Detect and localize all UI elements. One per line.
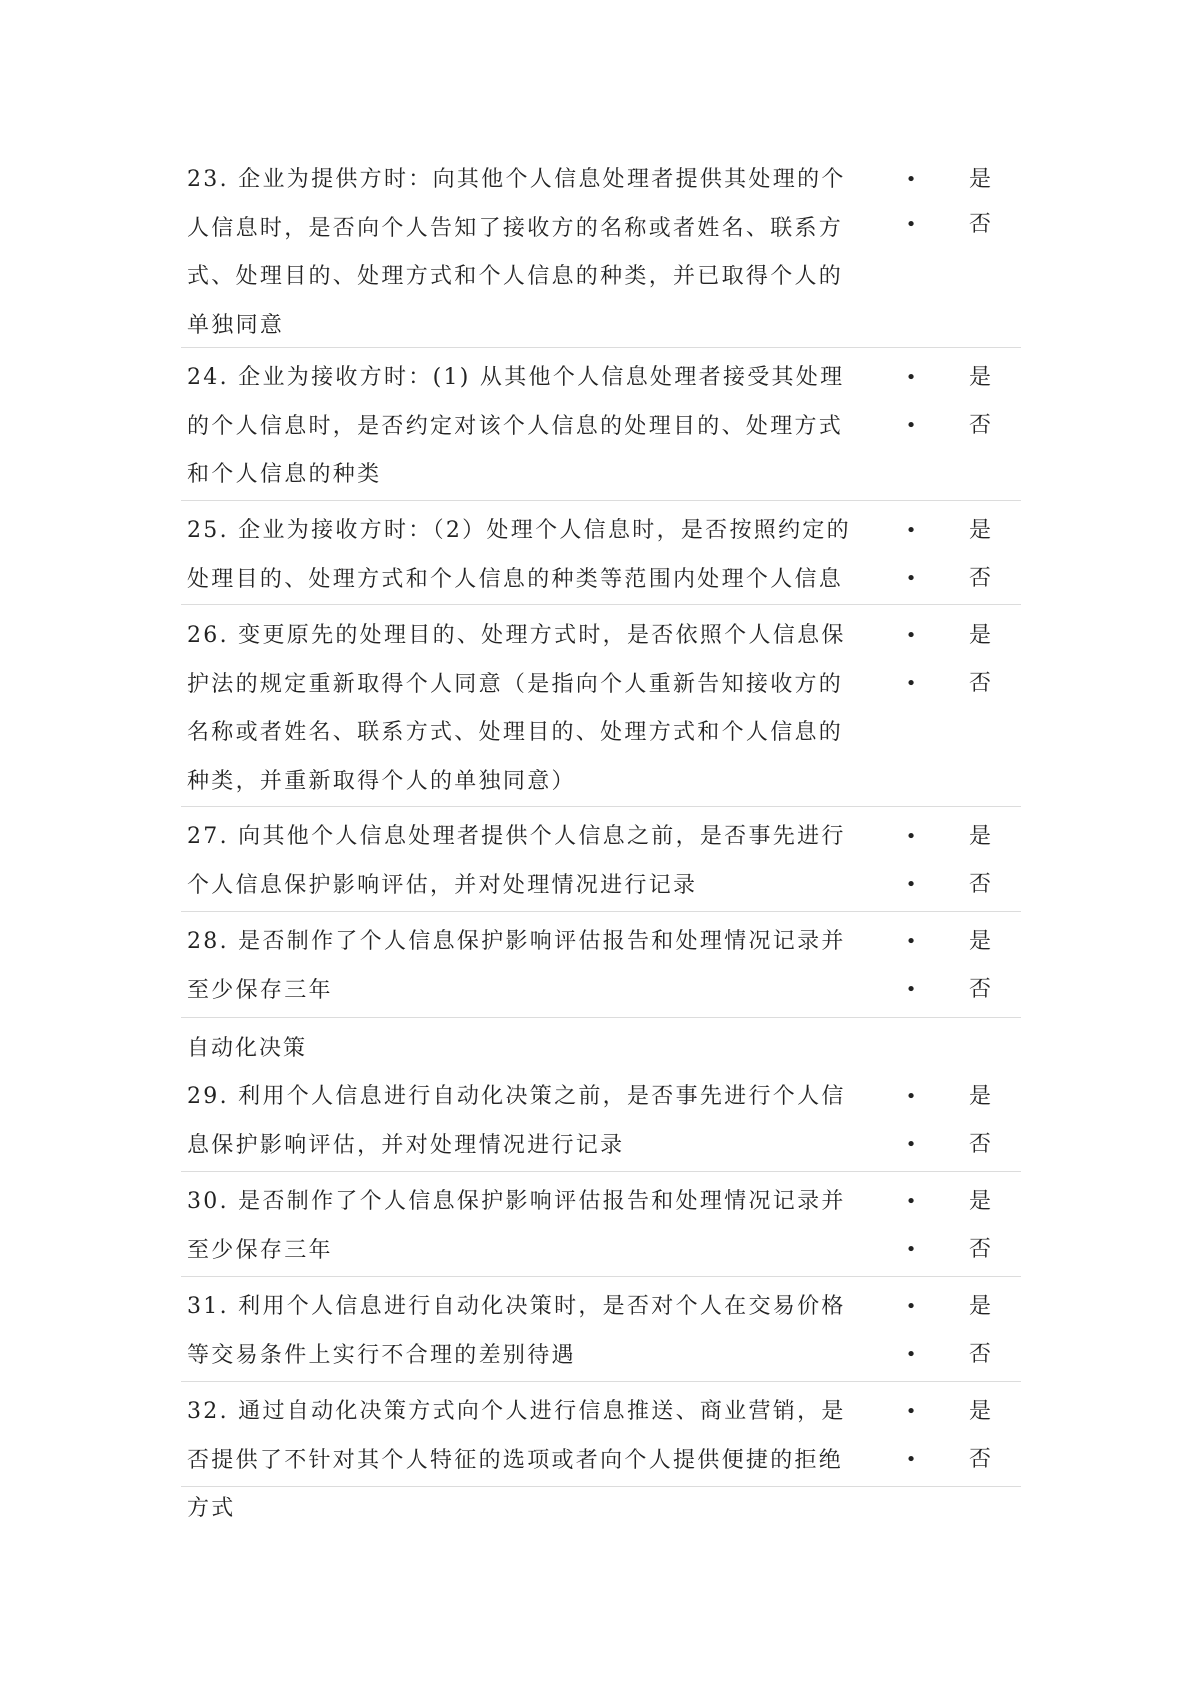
question-text: 28. 是否制作了个人信息保护影响评估报告和处理情况记录并至少保存三年 xyxy=(187,929,846,1003)
option-yes[interactable] xyxy=(901,927,1021,957)
option-no-label: 否 xyxy=(969,1237,992,1262)
bullet-icon: • xyxy=(905,520,917,541)
bullet-icon: • xyxy=(905,931,917,952)
bullet-icon: • xyxy=(905,1191,917,1212)
option-no[interactable] xyxy=(901,975,1021,1005)
option-no[interactable] xyxy=(901,870,1021,900)
bullet-icon: • xyxy=(905,1134,917,1155)
option-yes[interactable] xyxy=(901,1082,1021,1112)
option-no[interactable] xyxy=(901,1130,1021,1160)
option-no[interactable] xyxy=(901,1340,1021,1370)
option-yes[interactable] xyxy=(901,516,1021,546)
option-yes[interactable] xyxy=(901,165,1021,195)
bullet-icon: • xyxy=(905,1401,917,1422)
divider xyxy=(181,1276,1021,1277)
question-text: 27. 向其他个人信息处理者提供个人信息之前，是否事先进行个人信息保护影响评估，并对处理情况进行记录 xyxy=(187,824,846,898)
option-yes-label: 是 xyxy=(969,518,992,543)
bullet-icon: • xyxy=(905,625,917,646)
option-no-label: 否 xyxy=(969,566,992,591)
option-yes[interactable] xyxy=(901,1292,1021,1322)
option-no[interactable] xyxy=(901,564,1021,594)
option-no[interactable] xyxy=(901,1235,1021,1265)
option-yes[interactable] xyxy=(901,1187,1021,1217)
divider xyxy=(181,1381,1021,1382)
question-text: 29. 利用个人信息进行自动化决策之前，是否事先进行个人信息保护影响评估，并对处理情况进行记录 xyxy=(187,1084,846,1158)
bullet-icon: • xyxy=(905,874,917,895)
question-text: 24. 企业为接收方时：(1) 从其他个人信息处理者接受其处理的个人信息时，是否约定对该个人信息的处理目的、处理方式和个人信息的种类 xyxy=(187,365,845,487)
option-yes[interactable] xyxy=(901,363,1021,393)
option-no[interactable] xyxy=(901,411,1021,441)
option-no[interactable] xyxy=(901,669,1021,699)
option-no-label: 否 xyxy=(969,872,992,897)
question-text: 31. 利用个人信息进行自动化决策时，是否对个人在交易价格等交易条件上实行不合理的差别待遇 xyxy=(187,1294,846,1368)
bullet-icon: • xyxy=(905,367,917,388)
option-no[interactable] xyxy=(901,1445,1021,1475)
bullet-icon: • xyxy=(905,1344,917,1365)
question-text: 32. 通过自动化决策方式向个人进行信息推送、商业营销，是否提供了不针对其个人特征的选项或者向个人提供便捷的拒绝方式 xyxy=(187,1399,846,1521)
divider xyxy=(181,806,1021,807)
bullet-icon: • xyxy=(905,979,917,1000)
option-no-label: 否 xyxy=(969,212,992,237)
option-no-label: 否 xyxy=(969,1447,992,1472)
divider xyxy=(181,500,1021,501)
bullet-icon: • xyxy=(905,673,917,694)
bullet-icon: • xyxy=(905,1296,917,1317)
bullet-icon: • xyxy=(905,1239,917,1260)
option-yes-label: 是 xyxy=(969,365,992,390)
bullet-icon: • xyxy=(905,1086,917,1107)
divider xyxy=(181,1486,1021,1487)
option-yes-label: 是 xyxy=(969,623,992,648)
option-no-label: 否 xyxy=(969,1342,992,1367)
option-no-label: 否 xyxy=(969,977,992,1002)
option-no[interactable] xyxy=(901,210,1021,240)
section-heading: 自动化决策 xyxy=(187,1036,308,1061)
option-no-label: 否 xyxy=(969,671,992,696)
question-text: 26. 变更原先的处理目的、处理方式时，是否依照个人信息保护法的规定重新取得个人同意（是指向个人重新告知接收方的名称或者姓名、联系方式、处理目的、处理方式和个人信息的种类，并重新取得个人的单独同意） xyxy=(187,623,846,794)
divider xyxy=(181,1017,1021,1018)
option-yes-label: 是 xyxy=(969,824,992,849)
option-yes-label: 是 xyxy=(969,929,992,954)
divider xyxy=(181,604,1021,605)
option-yes[interactable] xyxy=(901,822,1021,852)
bullet-icon: • xyxy=(905,826,917,847)
bullet-icon: • xyxy=(905,1449,917,1470)
question-text: 23. 企业为提供方时：向其他个人信息处理者提供其处理的个人信息时，是否向个人告知了接收方的名称或者姓名、联系方式、处理目的、处理方式和个人信息的种类，并已取得个人的单独同意 xyxy=(187,167,846,338)
option-yes[interactable] xyxy=(901,1397,1021,1427)
divider xyxy=(181,347,1021,348)
option-no-label: 否 xyxy=(969,1132,992,1157)
bullet-icon: • xyxy=(905,568,917,589)
divider xyxy=(181,1171,1021,1172)
question-text: 30. 是否制作了个人信息保护影响评估报告和处理情况记录并至少保存三年 xyxy=(187,1189,846,1263)
bullet-icon: • xyxy=(905,169,917,190)
divider xyxy=(181,911,1021,912)
option-yes-label: 是 xyxy=(969,1084,992,1109)
bullet-icon: • xyxy=(905,415,917,436)
option-yes-label: 是 xyxy=(969,167,992,192)
option-yes-label: 是 xyxy=(969,1294,992,1319)
option-yes[interactable] xyxy=(901,621,1021,651)
option-no-label: 否 xyxy=(969,413,992,438)
question-text: 25. 企业为接收方时：（2）处理个人信息时，是否按照约定的处理目的、处理方式和个人信息的种类等范围内处理个人信息 xyxy=(187,518,851,592)
option-yes-label: 是 xyxy=(969,1399,992,1424)
option-yes-label: 是 xyxy=(969,1189,992,1214)
bullet-icon: • xyxy=(905,214,917,235)
